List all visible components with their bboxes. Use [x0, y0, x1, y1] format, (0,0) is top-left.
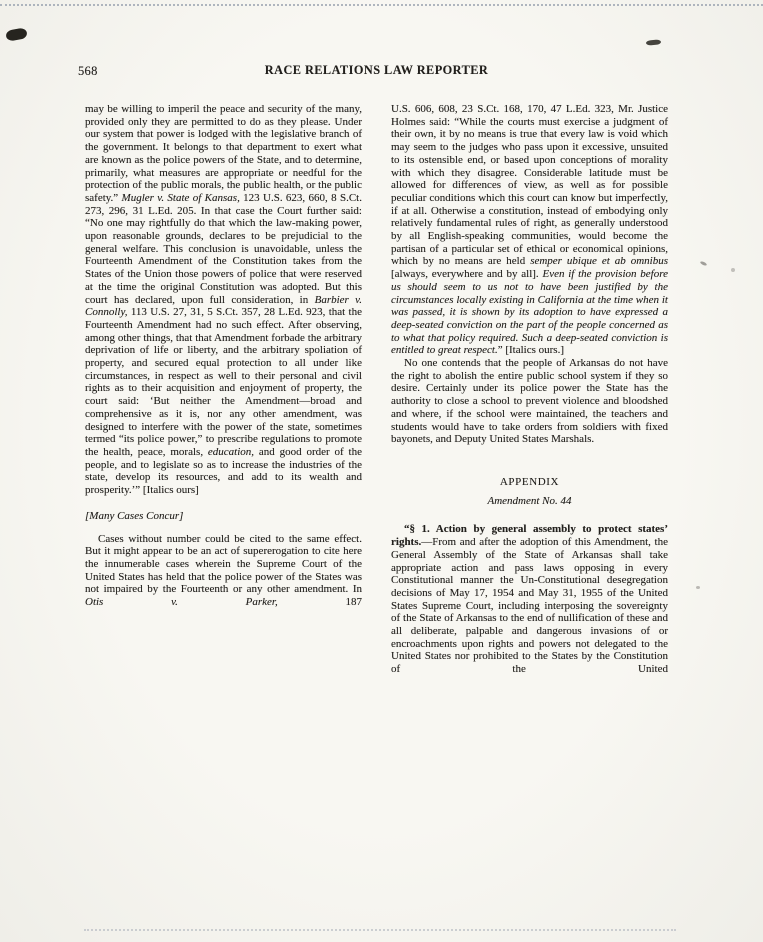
scan-speck: [731, 268, 735, 272]
appendix-heading: APPENDIX: [499, 475, 560, 488]
ink-smudge: [5, 27, 28, 41]
right-column: [391, 103, 668, 676]
arkansas-paragraph: No one contends that the people of Arkansas do not have the right to abolish the entire public school system if they so desire. Certainly under its police power the State has the authority to close a school to prevent violence and bloodshed and where, if the school were maintained, the teachers and students would have to take orders from soldiers with fixed bayonets, and Deputy United States Marshals.: [391, 357, 668, 446]
page-number: 568: [78, 64, 98, 78]
perforation-dots-top: [0, 4, 763, 6]
page-header: [78, 63, 668, 81]
continued-paragraph: may be willing to imperil the peace and security of the many, provided only they are permitted to do as they please. Under our system that power is lodged with the legislative branch of the government. It belongs to that department to exert what are known as the police powers of the State, and to determine, primarily, what measures are appropriate or needful for the protection of the public morals, the public health, or the public safety.” Mugler v. State of Kansas, 123 U.S. 623, 660, 8 S.Ct. 273, 296, 31 L.Ed. 205. In that case the Court further said: “No one may rightfully do that which the law-making power, upon reasonable grounds, declares to be prejudicial to the general welfare. This conclusion is unavoidable, unless the Fourteenth Amendment of the Constitution takes from the States of the Union those powers of police that were reserved at the time the original Constitution was adopted. But this court has declared, upon full consideration, in Barbier v. Connolly, 113 U.S. 27, 31, 5 S.Ct. 357, 28 L.Ed. 923, that the Fourteenth Amendment had no such effect. After observing, among other things, that that Amendment forbade the arbitrary deprivation of life or liberty, and the arbitrary spoliation of property, and secured equal protection to all under like circumstances, in respect as well to their personal and civil rights as to their acquisition and enjoyment of property, the court said: ‘But neither the Amendment—broad and comprehensive as it is, nor any other amendment, was designed to interfere with the power of the state, sometimes termed “its police power,” to prescribe regulations to promote the health, peace, morals, education, and good order of the people, and to legislate so as to increase the industries of the state, develop its resources, and add to its wealth and prosperity.’” [Italics ours]: [85, 103, 362, 497]
many-cases-concur-heading: [Many Cases Concur]: [85, 509, 184, 522]
perforation-dots-bottom: [84, 929, 676, 931]
cases-without-number-paragraph: Cases without number could be cited to the same effect. But it might appear to be an act of supererogation to cite here the innumerable cases wherein the Supreme Court of the United States has held that the police power of the States was not impaired by the Fourteenth or any other amendment. In Otis v. Parker, 187: [85, 532, 363, 609]
scan-speck: [700, 261, 708, 267]
holmes-quote-paragraph: U.S. 606, 608, 23 S.Ct. 168, 170, 47 L.Ed. 323, Mr. Justice Holmes said: “While the courts must exercise a judgment of their own, it by no means is true that every law is void which may seem to the judges who pass upon it excessive, unsuited to its ostensible end, or based upon conceptions of morality with which they disagree. Considerable latitude must be allowed for differences of view, as well as for possible peculiar conditions which this court can know but imperfectly, if at all. Otherwise a constitution, instead of embodying only relatively fundamental rules of right, as generally understood by all English-speaking communities, would become the partisan of a particular set of ethical or economical opinions, which by no means are held semper ubique et ab omnibus [always, everywhere and by all]. Even if the provision before us should seem to us not to have been justified by the circumstances locally existing in California at the time when it was passed, it is shown by its adoption to have expressed a deep-seated conviction on the part of the people concerned as to what that policy required. Such a deep-seated conviction is entitled to great respect.” [Italics ours.]: [391, 103, 668, 357]
ink-mark: [646, 39, 661, 45]
running-title: RACE RELATIONS LAW REPORTER: [264, 63, 489, 77]
amendment-subheading: Amendment No. 44: [487, 494, 572, 507]
left-column: [85, 103, 362, 676]
scan-speck: [696, 586, 700, 589]
two-column-text: [85, 103, 668, 676]
section-1-paragraph: “§ 1. Action by general assembly to protect states’ rights.—From and after the adoption of this Amendment, the General Assembly of the State of Arkansas shall take appropriate action and pass laws opposing in every Constitutional manner the Un-Constitutional desegregation decisions of May 17, 1954 and May 31, 1955 of the United States Supreme Court, including interposing the sovereignty of the State of Arkansas to the end of nullification of these and all deliberate, palpable and dangerous invasions of or encroachments upon rights and powers not delegated to the United States nor prohibited to the States by the Constitution of the United: [391, 523, 668, 676]
